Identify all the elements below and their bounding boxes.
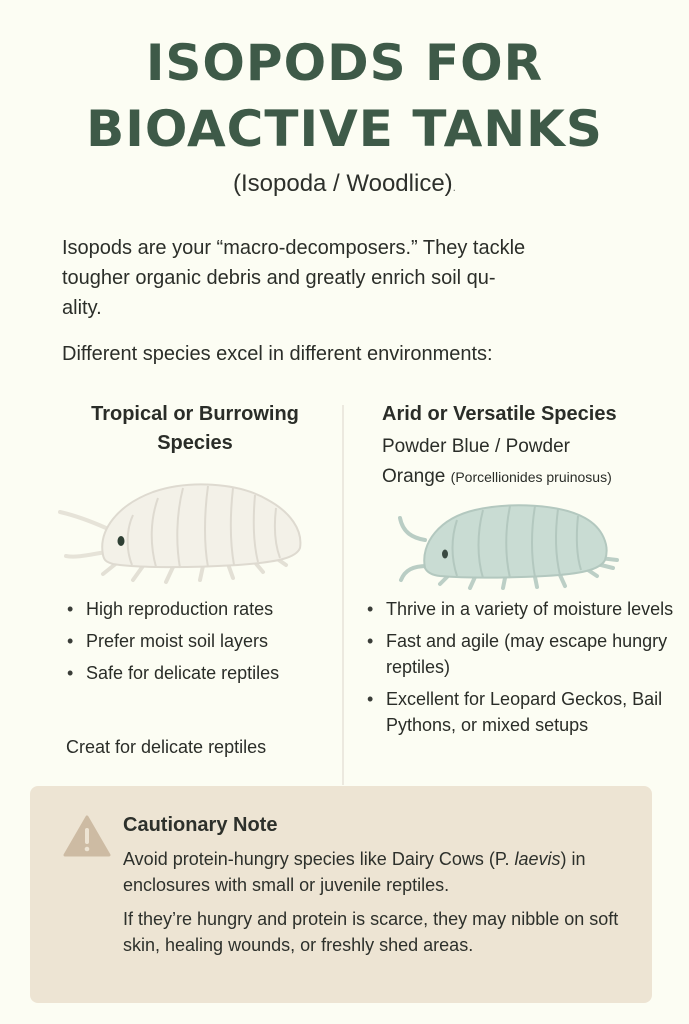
subtitle-period: . [452, 180, 456, 194]
intro-lead-in: Different species excel in different environments: [62, 343, 493, 365]
right-column-title: Arid or Versatile Species [382, 403, 617, 425]
species-name [382, 432, 682, 492]
note-paragraph [123, 846, 643, 898]
title-line-1: ISOPODS FOR [145, 34, 544, 92]
column-divider [342, 405, 344, 785]
note-text: Avoid protein-hungry species like Dairy Cows (P. [123, 849, 515, 869]
bullet-item: • Safe for delicate reptiles [64, 660, 324, 686]
note-title: Cautionary Note [123, 814, 278, 836]
note-species-italic: laevis [514, 849, 561, 869]
bullet-item: • Prefer moist soil layers [64, 628, 324, 654]
bullet-item: • Thrive in a variety of moisture levels [364, 596, 674, 622]
species-name-line: Powder Blue / Powder [382, 436, 570, 457]
bullet-item: • Fast and agile (may escape hungry reptiles) [364, 628, 674, 680]
intro-line: Isopods are your “macro-decomposers.” They tackle [62, 237, 526, 259]
intro-line: tougher organic debris and greatly enrich soil qu- [62, 267, 496, 289]
note-paragraph: If they’re hungry and protein is scarce, they may nibble on soft skin, healing wounds, or freshly shed areas. [123, 909, 619, 955]
right-bullet-list [364, 596, 674, 744]
species-name-line [382, 462, 682, 492]
left-column-title: Tropical or Burrowing Species [91, 403, 299, 454]
intro-line: ality. [62, 297, 102, 319]
bullet-item: • Excellent for Leopard Geckos, Bail Pythons, or mixed setups [364, 686, 674, 738]
species-common-name: Orange [382, 466, 446, 487]
note-text: ) in enclosures with small or juvenile reptiles. [123, 849, 586, 895]
title-line-2: BIOACTIVE TANKS [86, 100, 603, 158]
left-bullet-list [64, 596, 324, 692]
page-title [0, 30, 689, 162]
bullet-item: • High reproduction rates [64, 596, 324, 622]
cautionary-note-box [30, 786, 652, 1003]
species-scientific-name: (Porcellionides pruinosus) [450, 469, 612, 485]
note-body [123, 846, 643, 966]
subtitle-text: (Isopoda / Woodlice) [232, 170, 453, 197]
subtitle [0, 170, 689, 198]
intro-paragraph [62, 233, 582, 323]
white-isopod-illustration [58, 470, 308, 585]
warning-triangle-icon [63, 814, 111, 858]
powder-blue-isopod-illustration [385, 498, 625, 590]
left-column-footer: Creat for delicate reptiles [66, 737, 267, 757]
